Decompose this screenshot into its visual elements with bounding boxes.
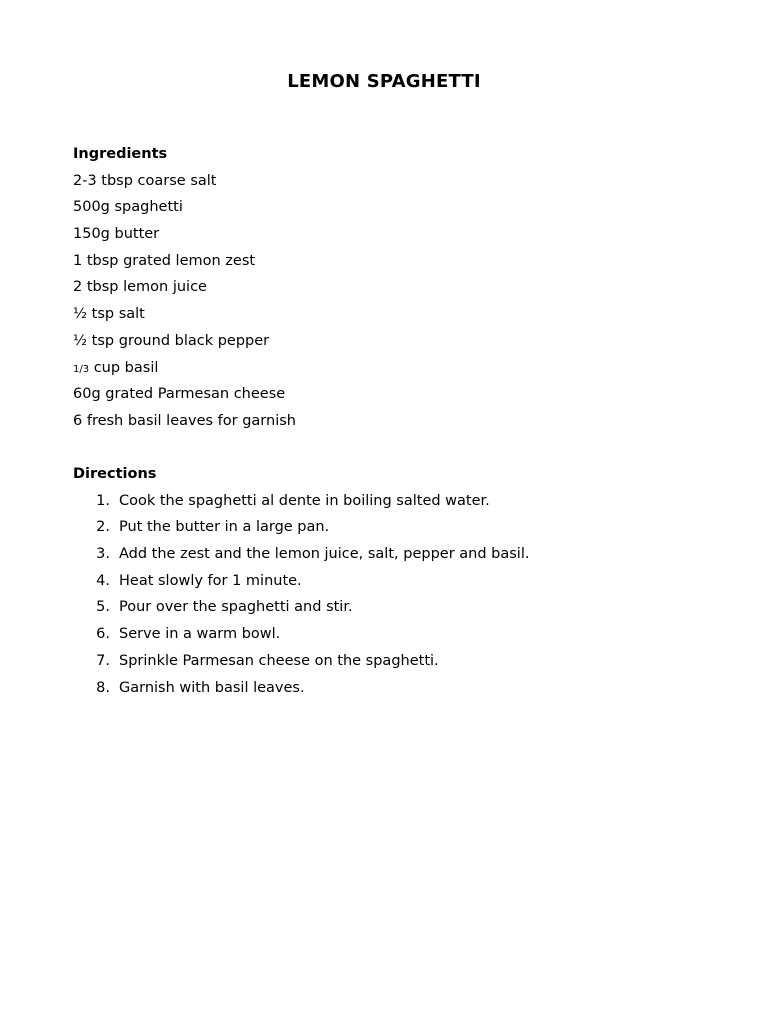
- ingredient-item: 500g spaghetti: [73, 199, 183, 216]
- direction-step: [73, 651, 713, 678]
- step-text: Garnish with basil leaves.: [119, 679, 305, 696]
- directions-heading: Directions: [73, 466, 157, 482]
- ingredient-item: 2-3 tbsp coarse salt: [73, 172, 217, 189]
- ingredient-item: 150g butter: [73, 226, 160, 243]
- step-text: Heat slowly for 1 minute.: [119, 572, 302, 589]
- step-number: 8.: [96, 679, 110, 696]
- direction-step: [73, 571, 713, 598]
- step-number: 5.: [96, 599, 110, 616]
- ingredient-item: 1 tbsp grated lemon zest: [73, 252, 256, 269]
- direction-step: [73, 491, 713, 518]
- step-text: Sprinkle Parmesan cheese on the spaghetti.: [119, 652, 439, 669]
- direction-step: [73, 597, 713, 624]
- step-number: 2.: [96, 519, 110, 536]
- direction-step: [73, 678, 713, 705]
- step-number: 1.: [96, 492, 110, 509]
- ingredients-section: [73, 144, 713, 438]
- ingredient-item: ½ tsp salt: [73, 306, 145, 323]
- step-number: 4.: [96, 572, 110, 589]
- ingredient-item: 60g grated Parmesan cheese: [73, 386, 286, 403]
- directions-section: [73, 464, 713, 704]
- direction-step: [73, 624, 713, 651]
- ingredients-list: [73, 171, 713, 438]
- step-text: Pour over the spaghetti and stir.: [119, 599, 353, 616]
- direction-step: [73, 544, 713, 571]
- ingredient-item: 2 tbsp lemon juice: [73, 279, 207, 296]
- step-number: 7.: [96, 652, 110, 669]
- ingredient-item: ½ tsp ground black pepper: [73, 332, 270, 349]
- ingredients-heading: Ingredients: [73, 146, 168, 162]
- step-text: Serve in a warm bowl.: [119, 626, 281, 643]
- ingredient-item: 1/3 cup basil: [73, 359, 159, 376]
- step-text: Cook the spaghetti al dente in boiling salted water.: [119, 492, 490, 509]
- ingredient-item: 6 fresh basil leaves for garnish: [73, 412, 296, 429]
- direction-step: [73, 517, 713, 544]
- step-text: Put the butter in a large pan.: [119, 519, 330, 536]
- directions-list: [73, 491, 713, 705]
- step-number: 3.: [96, 546, 110, 563]
- recipe-title: LEMON SPAGHETTI: [287, 71, 481, 92]
- fraction-label: 1/3: [73, 363, 90, 375]
- step-number: 6.: [96, 626, 110, 643]
- step-text: Add the zest and the lemon juice, salt, pepper and basil.: [119, 546, 530, 563]
